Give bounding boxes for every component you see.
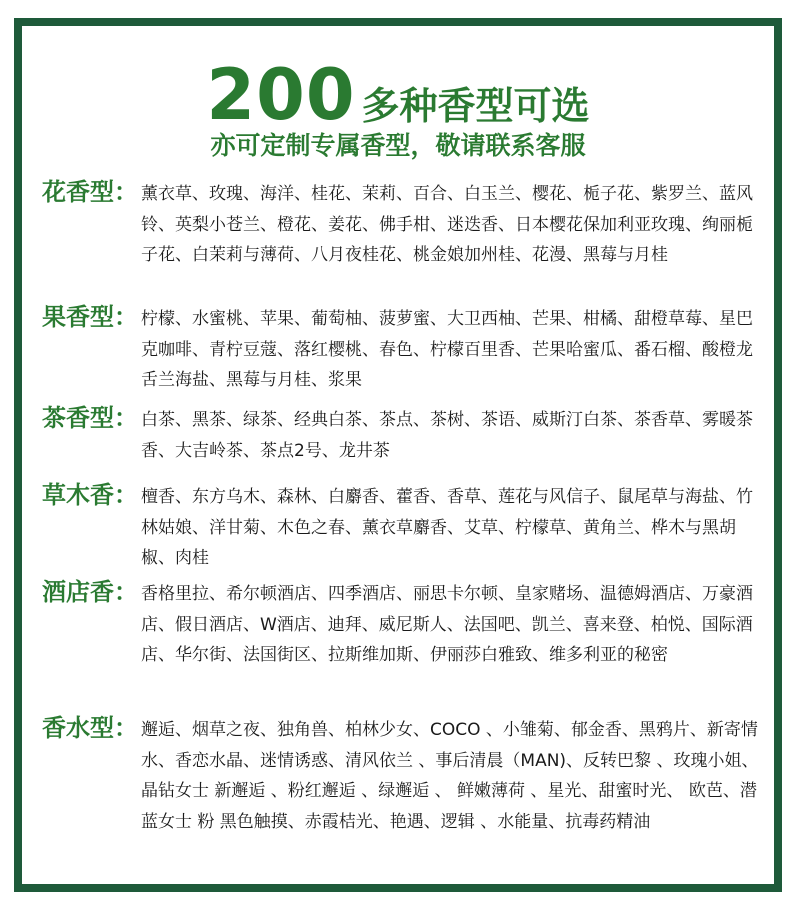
category-list: 柠檬、水蜜桃、苹果、葡萄柚、菠萝蜜、大卫西柚、芒果、柑橘、甜橙草莓、星巴克咖啡、青柠豆蔻、落红樱桃、春色、柠檬百里香、芒果哈蜜瓜、番石榴、酸橙龙舌兰海盐、黑莓与月桂、浆果 xyxy=(141,309,753,390)
page-title xyxy=(22,54,774,136)
category-list: 白茶、黑茶、绿茶、经典白茶、茶点、茶树、茶语、威斯汀白茶、茶香草、雾暖茶香、大吉岭茶、茶点2号、龙井茶 xyxy=(141,410,753,461)
category-list: 薰衣草、玫瑰、海洋、桂花、茉莉、百合、白玉兰、樱花、栀子花、紫罗兰、蓝风铃、英梨小苍兰、橙花、姜花、佛手柑、迷迭香、日本樱花保加利亚玫瑰、绚丽栀子花、白茉莉与薄荷、八月夜桂花、桃金娘加州桂、花漫、黑莓与月桂 xyxy=(141,184,753,265)
category-list: 邂逅、烟草之夜、独角兽、柏林少女、COCO 、小雏菊、郁金香、黑鸦片、新寄情水、香恋水晶、迷情诱惑、清风依兰 、事后清晨（MAN)、反转巴黎 、玫瑰小姐、晶钻女士 新邂逅 、粉红邂逅 、绿邂逅 、 鲜嫩薄荷 、星光、甜蜜时光、 欧芭、潜蓝女士 粉 黑色触摸、赤霞桔光、艳遇、逻辑 、水能量、抗毒药精油 xyxy=(141,720,759,832)
content-frame xyxy=(14,18,782,892)
title-number: 200 xyxy=(206,54,356,136)
category-label: 香水型： xyxy=(42,714,138,742)
title-text: 多种香型可选 xyxy=(361,84,590,128)
category-label: 果香型： xyxy=(42,303,138,331)
category-label: 茶香型： xyxy=(42,404,138,432)
category-label: 草木香： xyxy=(42,481,138,509)
page-subtitle: 亦可定制专属香型，敬请联系客服 xyxy=(210,131,586,160)
category-label: 花香型： xyxy=(42,178,138,206)
category-label: 酒店香： xyxy=(42,578,138,606)
category-list: 檀香、东方乌木、森林、白麝香、藿香、香草、莲花与风信子、鼠尾草与海盐、竹林姑娘、洋甘菊、木色之春、薰衣草麝香、艾草、柠檬草、黄角兰、桦木与黑胡椒、肉桂 xyxy=(141,487,753,568)
category-list: 香格里拉、希尔顿酒店、四季酒店、丽思卡尔顿、皇家赌场、温德姆酒店、万豪酒店、假日酒店、W酒店、迪拜、威尼斯人、法国吧、凯兰、喜来登、柏悦、国际酒店、华尔街、法国街区、拉斯维加斯、伊丽莎白雅致、维多利亚的秘密 xyxy=(141,584,753,665)
